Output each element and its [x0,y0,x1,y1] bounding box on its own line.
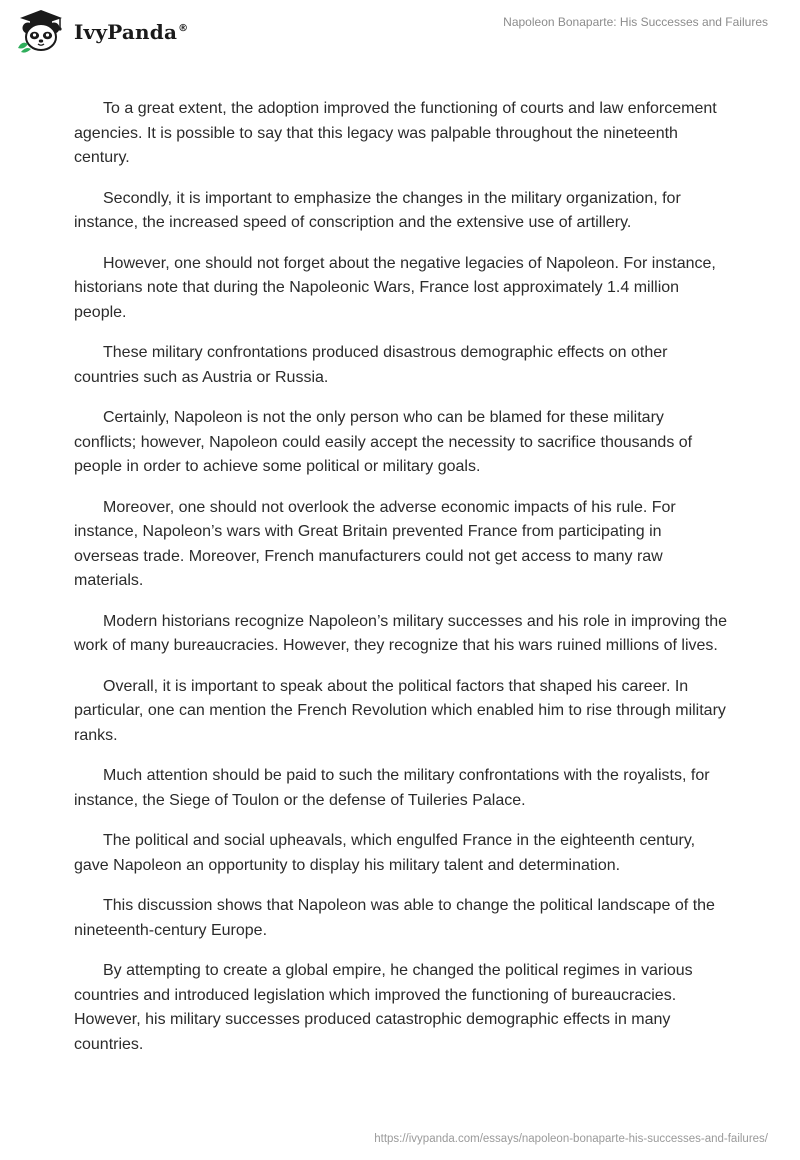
ivypanda-logo[interactable] [16,8,188,54]
paragraph: However, one should not forget about the negative legacies of Napoleon. For instance, historians note that during the Napoleonic Wars, France lost approximately 1.4 million people. [74,254,716,321]
paragraph: The political and social upheavals, which engulfed France in the eighteenth century, gave Napoleon an opportunity to display his military talent and determination. [74,832,696,874]
paragraph: Modern historians recognize Napoleon’s military successes and his role in improving the work of many bureaucracies. However, they recognize that his wars ruined millions of lives. [74,612,728,654]
paragraph: This discussion shows that Napoleon was able to change the political landscape of the nineteenth-century Europe. [74,897,715,939]
paragraph: By attempting to create a global empire, he changed the political regimes in various countries and introduced legislation which improved the functioning of bureaucracies. However, his military successes produced catastrophic demographic effects in many countries. [74,962,693,1053]
paragraph: These military confrontations produced disastrous demographic effects on other countries such as Austria or Russia. [74,344,668,386]
document-title: Napoleon Bonaparte: His Successes and Failures [503,15,768,29]
essay-body [74,97,730,1073]
paragraph: Overall, it is important to speak about the political factors that shaped his career. In particular, one can mention the French Revolution which enabled him to rise through military ranks. [74,677,726,744]
paragraph: Certainly, Napoleon is not the only person who can be blamed for these military conflicts; however, Napoleon could easily accept the necessity to sacrifice thousands of people in order to achieve some political or military goals. [74,409,693,475]
page-header [0,0,800,60]
paragraph: Much attention should be paid to such the military confrontations with the royalists, for instance, the Siege of Toulon or the defense of Tuileries Palace. [74,767,710,809]
panda-graduate-icon [16,8,66,54]
brand-name-text: IvyPanda [74,20,178,44]
brand-name [74,20,188,44]
paragraph: Moreover, one should not overlook the adverse economic impacts of his rule. For instance, Napoleon’s wars with Great Britain prevented France from participating in overseas trade. Moreover, French manufacturers could not get access to many raw materials. [74,498,676,589]
paragraph: To a great extent, the adoption improved the functioning of courts and law enforcement agencies. It is possible to say that this legacy was palpable throughout the nineteenth century. [74,100,717,166]
source-url[interactable]: https://ivypanda.com/essays/napoleon-bonaparte-his-successes-and-failures/ [374,1133,768,1145]
paragraph: Secondly, it is important to emphasize the changes in the military organization, for instance, the increased speed of conscription and the extensive use of artillery. [74,189,681,231]
registered-mark: ® [178,23,189,35]
